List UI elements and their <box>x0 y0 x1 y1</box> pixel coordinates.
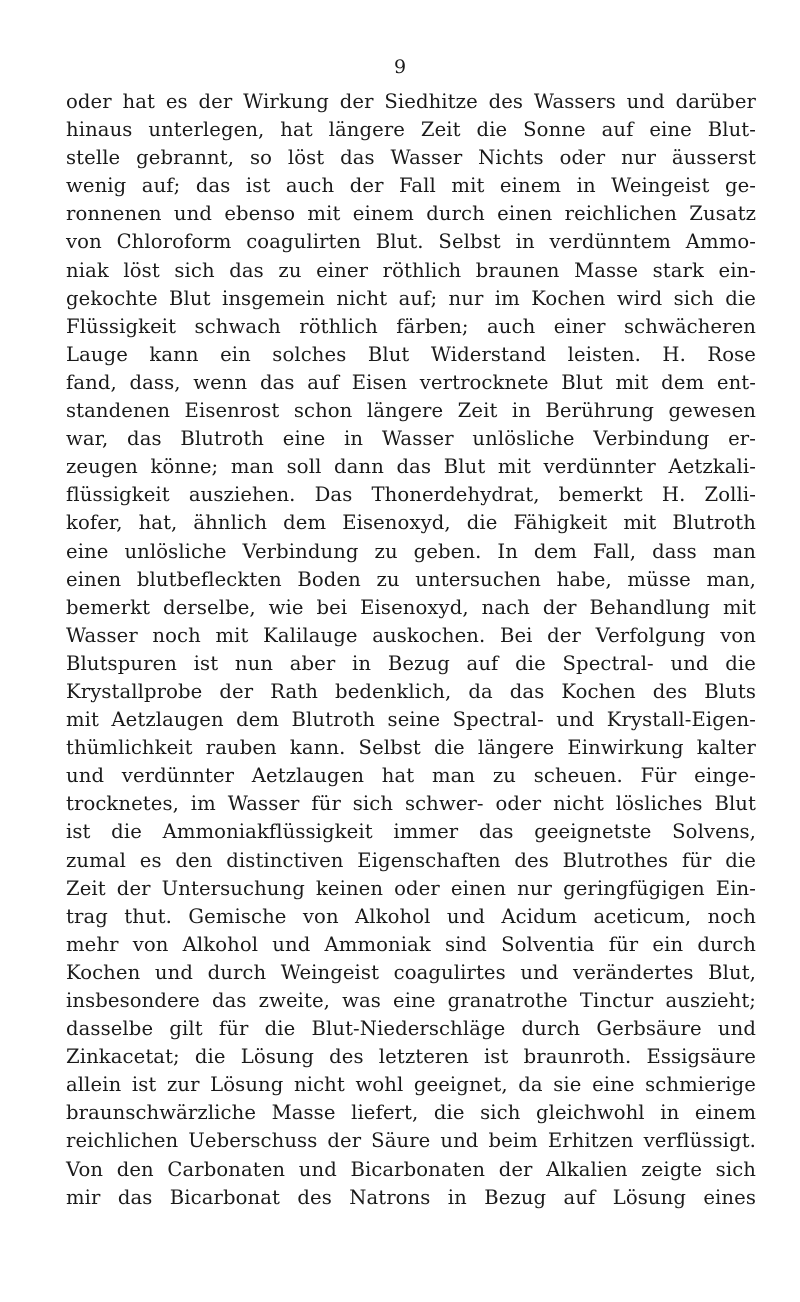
text-line: eine unlösliche Verbindung zu geben. In dem Fall, dass man <box>66 539 756 563</box>
page-number: 9 <box>393 56 407 78</box>
text-line: Lauge kann ein solches Blut Widerstand leisten. H. Rose <box>66 342 756 366</box>
text-line: Krystallprobe der Rath bedenklich, da das Kochen des Bluts <box>66 679 756 703</box>
text-line: mir das Bicarbonat des Natrons in Bezug auf Lösung eines <box>66 1185 756 1209</box>
text-line: mehr von Alkohol und Ammoniak sind Solventia für ein durch <box>66 932 756 956</box>
text-line: oder hat es der Wirkung der Siedhitze des Wassers und darüber <box>66 90 756 113</box>
text-line: Blutspuren ist nun aber in Bezug auf die Spectral- und die <box>66 651 756 675</box>
text-line: war, das Blutroth eine in Wasser unlösliche Verbindung er- <box>66 427 756 451</box>
text-line: ronnenen und ebenso mit einem durch einen reichlichen Zusatz <box>66 202 756 226</box>
text-line: ist die Ammoniakflüssigkeit immer das geeignetste Solvens, <box>66 820 756 844</box>
body-text <box>66 88 756 1212</box>
text-line: dasselbe gilt für die Blut-Niederschläge durch Gerbsäure und <box>66 1017 756 1041</box>
text-line: Kochen und durch Weingeist coagulirtes und verändertes Blut, <box>66 960 756 984</box>
text-line: stelle gebrannt, so löst das Wasser Nichts oder nur äusserst <box>66 146 756 170</box>
text-line: trag thut. Gemische von Alkohol und Acidum aceticum, noch <box>66 904 756 928</box>
text-line: von Chloroform coagulirten Blut. Selbst in verdünntem Ammo- <box>66 230 756 254</box>
text-line: Von den Carbonaten und Bicarbonaten der Alkalien zeigte sich <box>66 1157 756 1181</box>
text-line: gekochte Blut insgemein nicht auf; nur im Kochen wird sich die <box>66 286 756 310</box>
text-line: zumal es den distinctiven Eigenschaften des Blutrothes für die <box>66 848 756 872</box>
text-line: reichlichen Ueberschuss der Säure und beim Erhitzen verflüssigt. <box>66 1129 756 1153</box>
text-line: zeugen könne; man soll dann das Blut mit verdünnter Aetzkali- <box>66 455 756 479</box>
text-line: Zinkacetat; die Lösung des letzteren ist braunroth. Essigsäure <box>66 1045 756 1069</box>
text-line: standenen Eisenrost schon längere Zeit in Berührung gewesen <box>66 399 756 423</box>
text-line: und verdünnter Aetzlaugen hat man zu scheuen. Für einge- <box>66 764 756 788</box>
text-line: flüssigkeit ausziehen. Das Thonerdehydrat, bemerkt H. Zolli- <box>66 483 756 507</box>
text-line: hinaus unterlegen, hat längere Zeit die Sonne auf eine Blut- <box>66 118 756 142</box>
text-line: wenig auf; das ist auch der Fall mit einem in Weingeist ge- <box>66 174 756 198</box>
text-line: trocknetes, im Wasser für sich schwer- oder nicht lösliches Blut <box>66 792 756 816</box>
text-line: insbesondere das zweite, was eine granatrothe Tinctur auszieht; <box>66 989 756 1012</box>
text-line: niak löst sich das zu einer röthlich braunen Masse stark ein- <box>66 258 756 282</box>
text-line: allein ist zur Lösung nicht wohl geeignet, da sie eine schmierige <box>66 1073 756 1097</box>
text-line: thümlichkeit rauben kann. Selbst die längere Einwirkung kalter <box>66 736 756 760</box>
text-line: braunschwärzliche Masse liefert, die sich gleichwohl in einem <box>66 1101 756 1125</box>
text-line: fand, dass, wenn das auf Eisen vertrocknete Blut mit dem ent- <box>66 370 756 394</box>
text-line: mit Aetzlaugen dem Blutroth seine Spectral- und Krystall-Eigen- <box>66 708 756 732</box>
text-line: Zeit der Untersuchung keinen oder einen nur geringfügigen Ein- <box>66 876 756 900</box>
text-line: einen blutbefleckten Boden zu untersuchen habe, müsse man, <box>66 567 756 591</box>
text-line: bemerkt derselbe, wie bei Eisenoxyd, nach der Behandlung mit <box>66 595 756 619</box>
text-line: Wasser noch mit Kalilauge auskochen. Bei der Verfolgung von <box>66 623 756 647</box>
text-line: Flüssigkeit schwach röthlich färben; auch einer schwächeren <box>66 314 756 338</box>
text-line: kofer, hat, ähnlich dem Eisenoxyd, die Fähigkeit mit Blutroth <box>66 511 756 535</box>
